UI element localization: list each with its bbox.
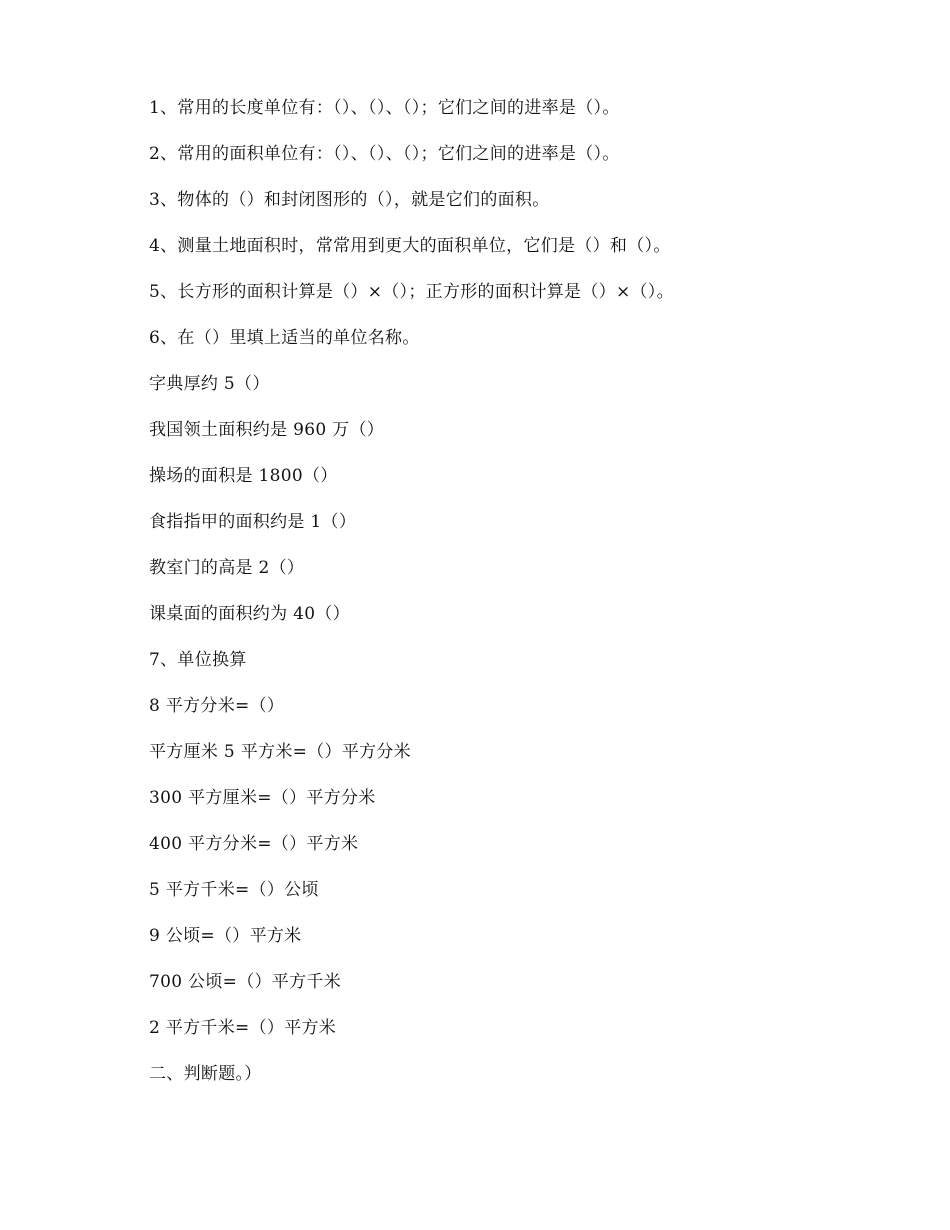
conversion-item: 700 公顷=（）平方千米	[149, 972, 341, 992]
conversion-item: 8 平方分米=（）	[149, 696, 285, 716]
question-6: 6、在（）里填上适当的单位名称。	[149, 328, 420, 348]
section-heading-judgment: 二、判断题。）	[149, 1064, 262, 1084]
question-2: 2、常用的面积单位有：（）、（）、（）；它们之间的进率是（）。	[149, 144, 620, 164]
unit-item-territory: 我国领土面积约是 960 万（）	[149, 420, 385, 440]
question-3: 3、物体的（）和封闭图形的（），就是它们的面积。	[149, 190, 550, 210]
conversion-item: 平方厘米 5 平方米=（）平方分米	[149, 742, 411, 762]
unit-item-fingernail: 食指指甲的面积约是 1（）	[149, 512, 357, 532]
conversion-item: 400 平方分米=（）平方米	[149, 834, 359, 854]
question-7: 7、单位换算	[149, 650, 247, 670]
conversion-item: 9 公顷=（）平方米	[149, 926, 302, 946]
unit-item-desk: 课桌面的面积约为 40（）	[149, 604, 350, 624]
conversion-item: 300 平方厘米=（）平方分米	[149, 788, 376, 808]
conversion-item: 2 平方千米=（）平方米	[149, 1018, 337, 1038]
question-1: 1、常用的长度单位有：（）、（）、（）；它们之间的进率是（）。	[149, 98, 620, 118]
question-4: 4、测量土地面积时，常常用到更大的面积单位，它们是（）和（）。	[149, 236, 671, 256]
unit-item-dictionary: 字典厚约 5（）	[149, 374, 270, 394]
unit-item-door: 教室门的高是 2（）	[149, 558, 305, 578]
conversion-item: 5 平方千米=（）公顷	[149, 880, 319, 900]
unit-item-playground: 操场的面积是 1800（）	[149, 466, 338, 486]
question-5: 5、长方形的面积计算是（）×（）；正方形的面积计算是（）×（）。	[149, 282, 674, 302]
